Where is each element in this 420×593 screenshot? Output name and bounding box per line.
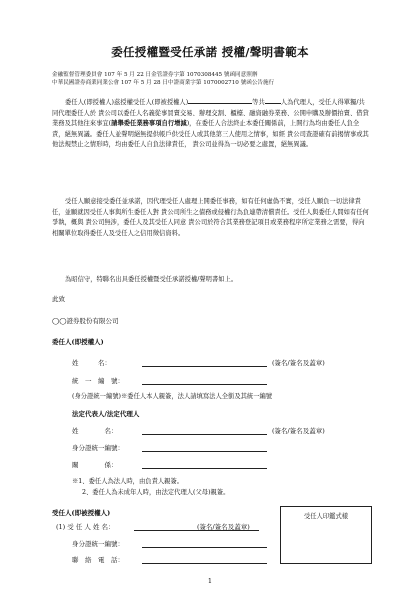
principal-heading: 委任人(即授權人) (52, 338, 104, 346)
principal-name-field[interactable] (142, 366, 267, 367)
principal-uid-label: 統 一 編 號： (72, 377, 124, 385)
seal-specimen-label: 受任人印鑑式樣 (303, 513, 349, 520)
principal-name-label: 姓 名： (72, 359, 111, 367)
legal-rep-name-label: 姓 名： (72, 427, 118, 435)
legal-rep-id-label: 身分證統一編號： (72, 444, 124, 452)
legal-rep-relation-field[interactable] (142, 468, 267, 469)
commitment-paragraph: 受任人願意接受委任並承諾，因代理受任人處理上開委任事務，如有任何虛偽不實，受任人願負一切法律責任，並願就因受任人事與所生委任人對 貴公司所生之債務或侵權行為負連帶清償責任。受任人與委任人間如有任何爭執，概與 貴公司無涉，委任人及其受任人同意 貴公司於符合其業務登記項目或業務程序所定業務之需要，得向相關單位取得委任人及受任人之信用徵信資料。 (52, 198, 369, 237)
para1-body: 人為代理人，受任人得單獨/共同代理委任人於 貴公司以委任人名義從事買賣交易、辦理交割、櫃檯、融資融券業務、公開申購及辦價拍賣、借貸業務及其他往來事宜( (52, 99, 369, 128)
agent1-phone-label: 聯 絡 電 話： (72, 556, 124, 564)
para1-count-text: 等共 (252, 99, 265, 106)
legal-rep-heading: 法定代表人/法定代理人 (72, 410, 140, 418)
para1-bold-note: 請舉委任業務事項自行增減 (111, 120, 187, 128)
legal-rep-id-field[interactable] (142, 451, 267, 452)
note-legal-entity: ※1、委任人為法人時，由負責人親簽。 (72, 478, 184, 485)
conclusion-paragraph: 為昭信守，特聯名出具委任授權暨受任承諾授權/聲明書如上。 (65, 276, 238, 283)
recipient-company: ◯◯證券股份有限公司 (52, 317, 119, 325)
legal-rep-relation-label: 關 係： (72, 461, 118, 469)
agent1-name-label: (1) 受 任 人 姓 名： (56, 523, 115, 531)
agent-count-blank[interactable] (265, 96, 281, 104)
authorization-paragraph (52, 96, 370, 151)
agent1-id-field[interactable] (142, 547, 267, 548)
page-number: 1 (207, 577, 213, 585)
agent1-phone-field[interactable] (142, 563, 267, 564)
note-minor: 2、委任人為未成年人時，由法定代理人(父母)親簽。 (82, 489, 230, 496)
para1-lead: 委任人(即授權人)茲授權受任人(即被授權人) (65, 99, 189, 106)
principal-uid-note: (身分證統一編號)※委任人本人親簽，法人請填寫法人全銜及其統一編號 (72, 393, 273, 400)
principal-uid-field[interactable] (142, 384, 267, 385)
approval-reference-1: 金融監督管理委員會 107 年 5 月 22 日金管證券字第 1070308445 號函同意照辦 (52, 72, 258, 78)
salutation: 此致 (52, 295, 65, 303)
para1-tail: )，在委任人合法終止本委任關係前，上開行為均由委任人負全責，絕無異議。委任人並聲明絕無提供帳戶供受任人或其他第三人使用之情事，如經 貴公司查證確有前揭情事或其他法規禁止之情形時，均由委任人自負法律責任， 貴公司並得為一切必要之處置，絕無異議。 (52, 120, 369, 149)
legal-rep-name-field[interactable] (142, 434, 267, 435)
legal-rep-sign-note: (簽名/簽名及蓋章) (272, 427, 325, 435)
agent-heading: 受任人(即被授權人) (52, 509, 111, 517)
agent1-sign-note: (簽名/簽名及蓋章) (197, 523, 250, 531)
document-title: 委任授權暨受任承諾 授權/聲明書範本 (111, 45, 309, 59)
principal-sign-note: (簽名/簽名及蓋章) (272, 359, 325, 367)
seal-specimen-box[interactable] (280, 506, 372, 564)
agent-names-blank[interactable] (188, 96, 252, 104)
approval-reference-2: 中華民國證券商業同業公會 107 年 5 月 28 日中證商業字第 1070002710 號函公告施行 (52, 80, 275, 86)
agent1-id-label: 身分證統一編號： (72, 540, 124, 548)
